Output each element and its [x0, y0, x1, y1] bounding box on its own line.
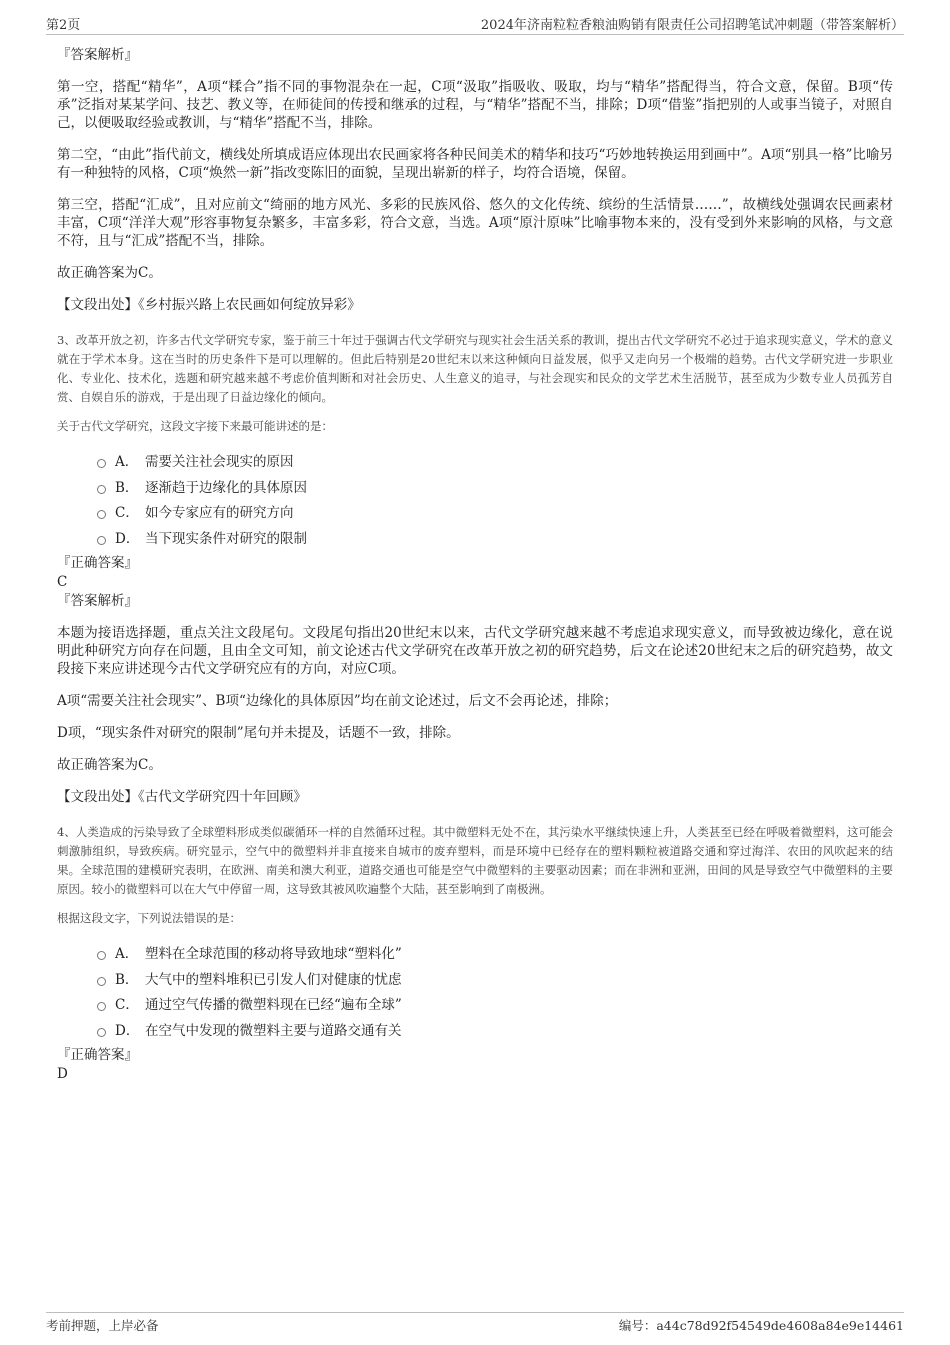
question-stem: 3、改革开放之初，许多古代文学研究专家，鉴于前三十年过于强调古代文学研究与现实社会生活关系的教训，提出古代文学研究不必过于追求现实意义，学术的意义就在于学术本身。这在当时的历史条件下是可以理解的。但此后特别是20世纪末以来这种倾向日益发展，似乎又走向另一个极端的趋势。古代文学研究进一步职业化、专业化、技术化，选题和研究越来越不考虑价值判断和对社会历史、人生意义的追寻，与社会现实和民众的文学艺术生活脱节，甚至成为少数专业人员孤芳自赏、自娱自乐的游戏，于是出现了日益边缘化的倾向。: [57, 333, 893, 404]
answer-conclusion: 故正确答案为C。: [57, 757, 162, 773]
analysis-paragraph: 第三空，搭配“汇成”，且对应前文“绮丽的地方风光、多彩的民族风俗、悠久的文化传统、缤纷的生活情景……”，故横线处强调农民画素材丰富，C项“洋洋大观”形容事物复杂繁多，丰富多彩，符合文意，当选。A项“原汁原味”比喻事物本来的，没有受到外来影响的风格，与文意不符，且与“汇成”搭配不当，排除。: [57, 197, 893, 249]
option-list: [57, 450, 893, 552]
question-prompt: 关于古代文学研究，这段文字接下来最可能讲述的是：: [57, 419, 333, 433]
analysis-paragraph: A项“需要关注社会现实”、B项“边缘化的具体原因”均在前文论述过，后文不会再论述，排除；: [57, 693, 618, 709]
document-title: 2024年济南粒粒香粮油购销有限责任公司招聘笔试冲刺题（带答案解析）: [480, 18, 904, 33]
radio-icon[interactable]: [97, 951, 106, 960]
answer-conclusion: 故正确答案为C。: [57, 265, 162, 281]
option-b[interactable]: B． 大气中的塑料堆积已引发人们对健康的忧虑: [97, 968, 893, 994]
page-header: [46, 14, 904, 35]
page-content: [57, 46, 893, 1084]
page-footer: [46, 1312, 904, 1335]
option-d[interactable]: D． 当下现实条件对研究的限制: [97, 527, 893, 553]
page-number: 第2页: [46, 18, 81, 33]
analysis-label: 『答案解析』: [57, 593, 138, 609]
radio-icon[interactable]: [97, 977, 106, 986]
question-stem: 4、人类造成的污染导致了全球塑料形成类似碳循环一样的自然循环过程。其中微塑料无处不在，其污染水平继续快速上升，人类甚至已经在呼吸着微塑料，这可能会刺激肺组织，导致疾病。研究显示，空气中的微塑料并非直接来自城市的废弃塑料，而是环境中已经存在的塑料颗粒被道路交通和穿过海洋、农田的风吹起来的结果。全球范围的建模研究表明，在欧洲、南美和澳大利亚，道路交通也可能是空气中微塑料的主要驱动因素；而在非洲和亚洲，田间的风是导致空气中微塑料的主要原因。较小的微塑料可以在大气中停留一周，这导致其被风吹遍整个大陆，甚至影响到了南极洲。: [57, 825, 893, 896]
option-a[interactable]: A． 塑料在全球范围的移动将导致地球“塑料化”: [97, 942, 893, 968]
document-id: 编号：a44c78d92f54549de4608a84e9e14461: [618, 1318, 904, 1333]
radio-icon[interactable]: [97, 1028, 106, 1037]
option-d[interactable]: D． 在空气中发现的微塑料主要与道路交通有关: [97, 1019, 893, 1045]
analysis-paragraph: 第二空，“由此”指代前文，横线处所填成语应体现出农民画家将各种民间美术的精华和技巧“巧妙地转换运用到画中”。A项“别具一格”比喻另有一种独特的风格，C项“焕然一新”指改变陈旧的面貌，呈现出崭新的样子，均符合语境，保留。: [57, 147, 893, 181]
option-a[interactable]: A． 需要关注社会现实的原因: [97, 450, 893, 476]
option-list: [57, 942, 893, 1044]
source-citation: 【文段出处】《古代文学研究四十年回顾》: [57, 789, 307, 805]
correct-answer-label: 『正确答案』: [57, 555, 138, 571]
option-c[interactable]: C． 如今专家应有的研究方向: [97, 501, 893, 527]
correct-answer: D: [57, 1066, 68, 1082]
option-b[interactable]: B． 逐渐趋于边缘化的具体原因: [97, 476, 893, 502]
option-c[interactable]: C． 通过空气传播的微塑料现在已经“遍布全球”: [97, 993, 893, 1019]
analysis-paragraph: 第一空，搭配“精华”，A项“糅合”指不同的事物混杂在一起，C项“汲取”指吸收、吸取，均与“精华”搭配得当，符合文意，保留。B项“传承”泛指对某某学问、技艺、教义等，在师徒间的传授和继承的过程，与“精华”搭配不当，排除；D项“借鉴”指把别的人或事当镜子，对照自己，以便吸取经验或教训，与“精华”搭配不当，排除。: [57, 79, 893, 131]
radio-icon[interactable]: [97, 485, 106, 494]
radio-icon[interactable]: [97, 1002, 106, 1011]
question-prompt: 根据这段文字，下列说法错误的是：: [57, 911, 241, 925]
source-citation: 【文段出处】《乡村振兴路上农民画如何绽放异彩》: [57, 297, 361, 313]
analysis-paragraph: 本题为接语选择题，重点关注文段尾句。文段尾句指出20世纪末以来，古代文学研究越来越不考虑追求现实意义，而导致被边缘化，意在说明此种研究方向存在问题，且由全文可知，前文论述古代文学研究在改革开放之初的研究趋势，后文在论述20世纪末之后的研究趋势，故文段接下来应讲述现今古代文学研究应有的方向，对应C项。: [57, 625, 893, 677]
correct-answer-label: 『正确答案』: [57, 1047, 138, 1063]
analysis-label: 『答案解析』: [57, 47, 138, 63]
correct-answer: C: [57, 574, 68, 590]
radio-icon[interactable]: [97, 510, 106, 519]
analysis-paragraph: D项，“现实条件对研究的限制”尾句并未提及，话题不一致，排除。: [57, 725, 460, 741]
radio-icon[interactable]: [97, 459, 106, 468]
footer-slogan: 考前押题，上岸必备: [46, 1318, 159, 1333]
radio-icon[interactable]: [97, 536, 106, 545]
